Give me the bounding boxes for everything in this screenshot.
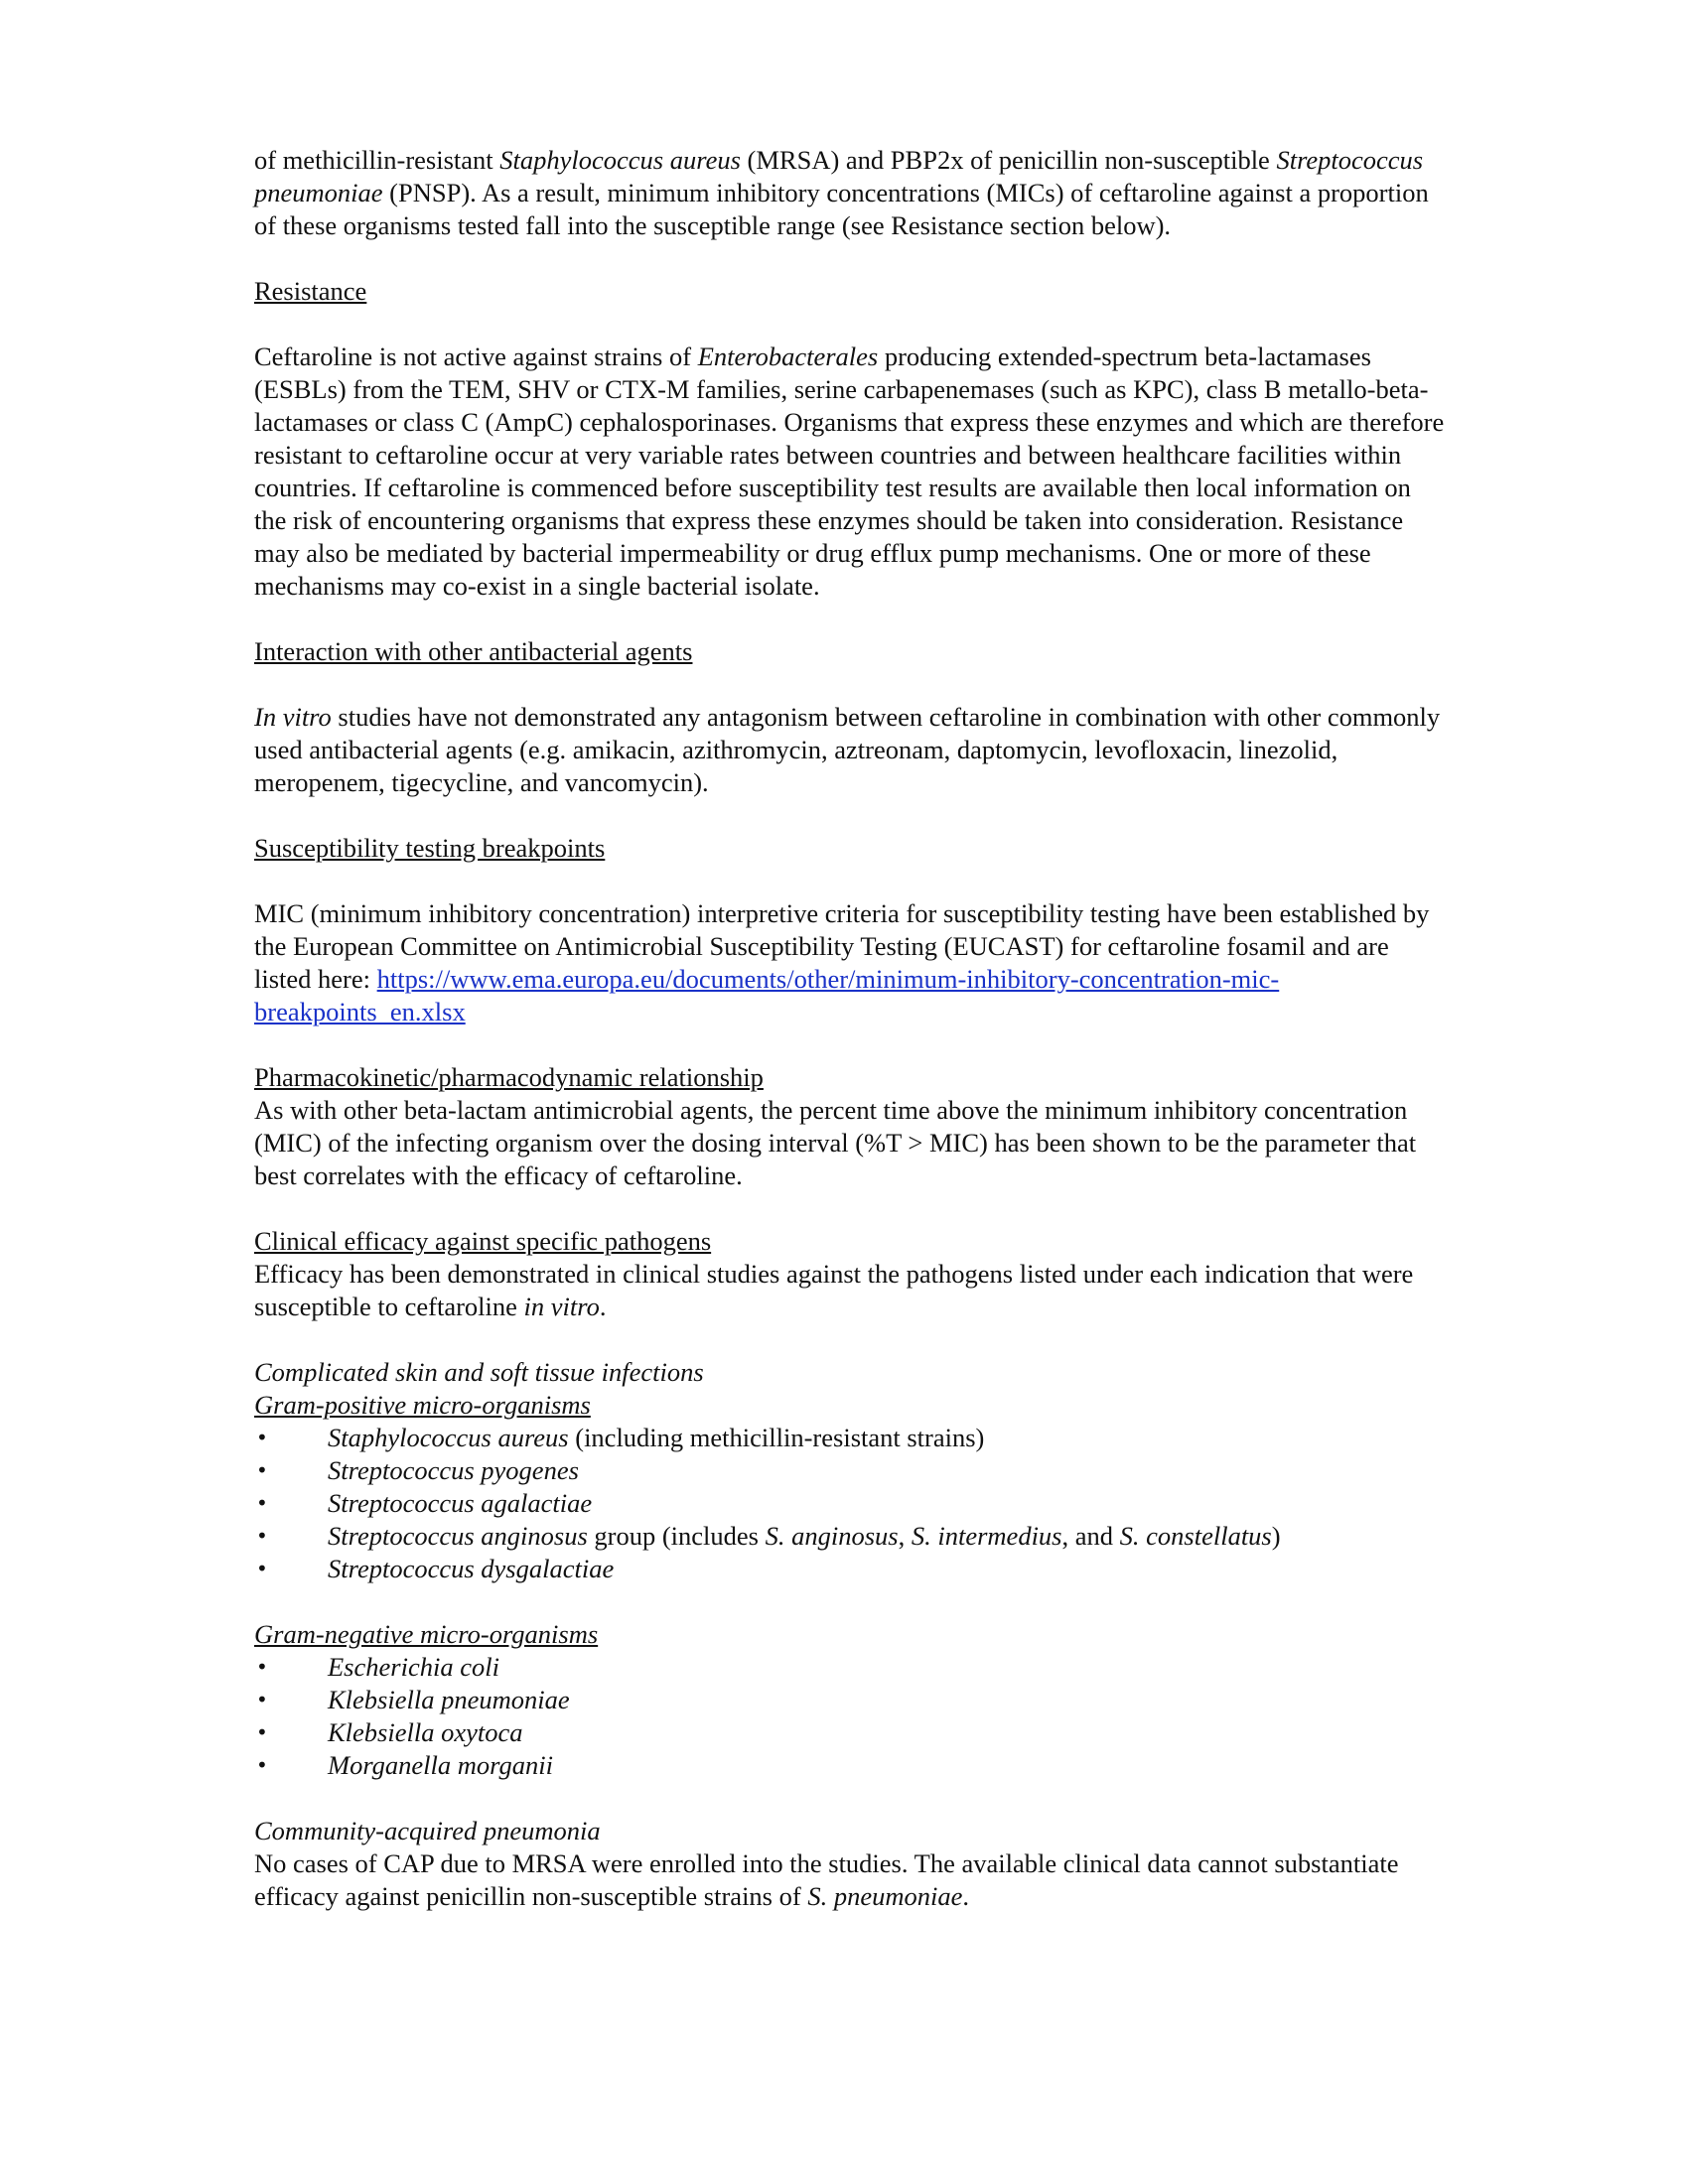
- gram-positive-list: [254, 1422, 1446, 1585]
- resistance-paragraph: Ceftaroline is not active against strains of Enterobacterales producing extended-spectrum beta-lactamases (ESBLs) from the TEM, SHV or CTX-M families, serine carbapenemases (such as KPC), class B metallo-beta-lactamases or class C (AmpC) cephalosporinases. Organisms that express these enzymes and which are therefore resistant to ceftaroline occur at very variable rates between countries and between healthcare facilities within countries. If ceftaroline is commenced before susceptibility test results are available then local information on the risk of encountering organisms that express these enzymes should be taken into consideration. Resistance may also be mediated by bacterial impermeability or drug efflux pump mechanisms. One or more of these mechanisms may co-exist in a single bacterial isolate.: [254, 341, 1445, 601]
- gram-negative-list: [254, 1651, 1446, 1782]
- list-item: • Streptococcus pyogenes: [254, 1454, 1446, 1487]
- cssti-heading: Complicated skin and soft tissue infections: [254, 1357, 704, 1387]
- breakpoints-heading: Susceptibility testing breakpoints: [254, 833, 606, 863]
- efficacy-heading: Clinical efficacy against specific pathogens: [254, 1226, 712, 1256]
- cap-paragraph: No cases of CAP due to MRSA were enrolled into the studies. The available clinical data cannot substantiate efficacy against penicillin non-susceptible strains of S. pneumoniae.: [254, 1848, 1399, 1911]
- list-item: • Klebsiella oxytoca: [254, 1716, 1446, 1749]
- list-item: • Streptococcus agalactiae: [254, 1487, 1446, 1520]
- interaction-paragraph: In vitro studies have not demonstrated any antagonism between ceftaroline in combination with other commonly used antibacterial agents (e.g. amikacin, azithromycin, aztreonam, daptomycin, levofloxacin, linezolid, meropenem, tigecycline, and vancomycin).: [254, 702, 1441, 797]
- list-item: • Klebsiella pneumoniae: [254, 1684, 1446, 1716]
- interaction-heading: Interaction with other antibacterial agents: [254, 636, 693, 666]
- breakpoints-paragraph: MIC (minimum inhibitory concentration) interpretive criteria for susceptibility testing have been established by the European Committee on Antimicrobial Susceptibility Testing (EUCAST) for ceftaroline fosamil and are listed here: https://www.ema.europa.eu/documents/other/minimum-inhibitory-concentration-mic-breakpoints_en.xlsx: [254, 898, 1430, 1026]
- gram-positive-heading: Gram-positive micro-organisms: [254, 1390, 591, 1420]
- efficacy-paragraph: Efficacy has been demonstrated in clinical studies against the pathogens listed under each indication that were susceptible to ceftaroline in vitro.: [254, 1259, 1414, 1321]
- intro-paragraph: of methicillin-resistant Staphylococcus aureus (MRSA) and PBP2x of penicillin non-susceptible Streptococcus pneumoniae (PNSP). As a result, minimum inhibitory concentrations (MICs) of ceftaroline against a proportion of these organisms tested fall into the susceptible range (see Resistance section below).: [254, 145, 1429, 240]
- list-item: • Streptococcus dysgalactiae: [254, 1553, 1446, 1585]
- breakpoints-link[interactable]: https://www.ema.europa.eu/documents/other/minimum-inhibitory-concentration-mic-breakpoints_en.xlsx: [254, 964, 1280, 1026]
- list-item: • Morganella morganii: [254, 1749, 1446, 1782]
- resistance-heading: Resistance: [254, 276, 367, 306]
- gram-negative-heading: Gram-negative micro-organisms: [254, 1619, 599, 1649]
- pkpd-paragraph: As with other beta-lactam antimicrobial agents, the percent time above the minimum inhibitory concentration (MIC) of the infecting organism over the dosing interval (%T > MIC) has been shown to be the parameter that best correlates with the efficacy of ceftaroline.: [254, 1095, 1417, 1190]
- list-item: • Escherichia coli: [254, 1651, 1446, 1684]
- list-item: • Staphylococcus aureus (including methicillin-resistant strains): [254, 1422, 1446, 1454]
- pkpd-heading: Pharmacokinetic/pharmacodynamic relationship: [254, 1062, 764, 1092]
- document-page: [254, 144, 1446, 1913]
- cap-heading: Community-acquired pneumonia: [254, 1816, 601, 1845]
- list-item: • Streptococcus anginosus group (includes S. anginosus, S. intermedius, and S. constellatus): [254, 1520, 1446, 1553]
